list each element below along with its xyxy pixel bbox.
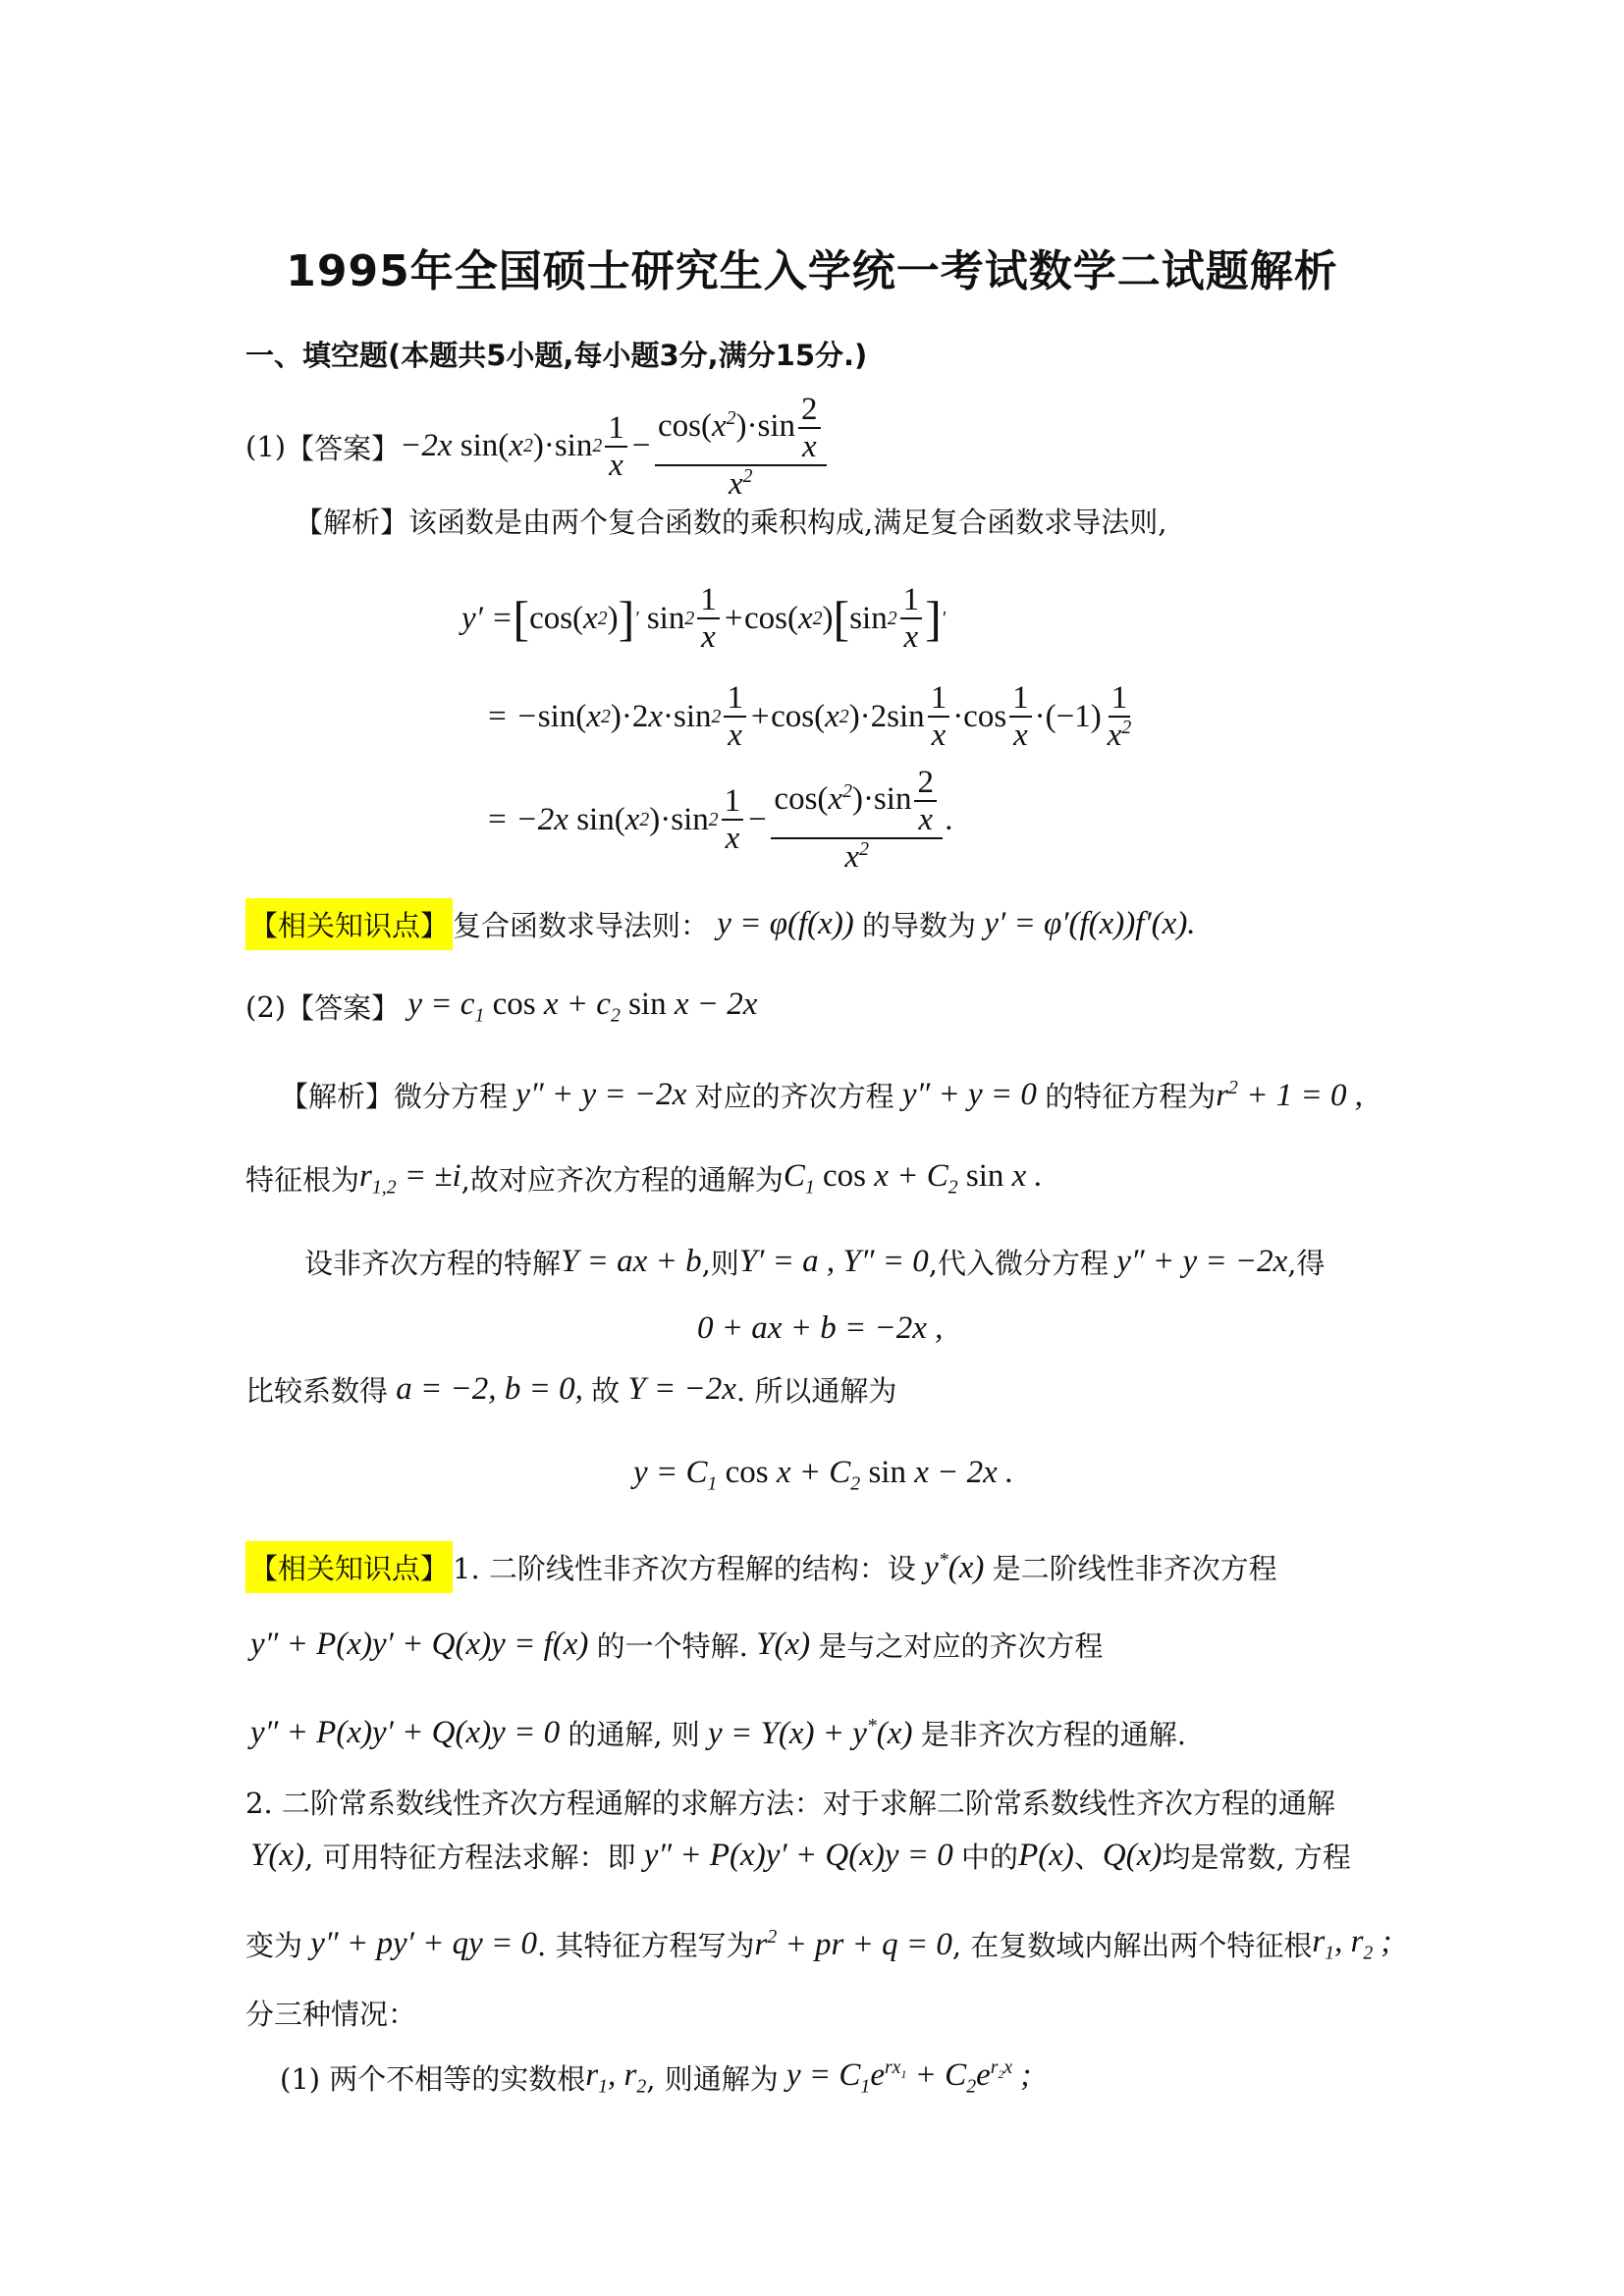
knowledge-text: 复合函数求导法则： [453, 909, 710, 942]
text: . 所以通解为 [735, 1374, 897, 1408]
text: ,代入微分方程 [928, 1247, 1110, 1280]
formula: a = −2, b = 0, [396, 1371, 592, 1407]
derivation-line-2: = − sin( x 2 )·2 x ·sin 2 $\frac{1}{x}$ + cos( x 2 )·2sin $\frac{1}{x}$ ·cos $\frac{1}{x}$ ·(−1) $\frac{1}{x^2}$ [486, 679, 1132, 753]
text: 的通解, 则 [568, 1718, 700, 1751]
text: 、 [1073, 1841, 1103, 1874]
answer-tag: 【答案】 [286, 991, 401, 1026]
formula: P(x) [1018, 1838, 1074, 1873]
formula: Q(x) [1102, 1838, 1163, 1873]
formula: $r_{1,2} = \pm i$ [359, 1158, 461, 1199]
text: 的特征方程为 [1045, 1080, 1217, 1113]
formula: y″ + y = 0 [901, 1077, 1046, 1112]
formula: y″ + y = −2x [515, 1077, 687, 1112]
text: 设非齐次方程的特解 [304, 1247, 562, 1280]
text: ,故对应齐次方程的通解为 [460, 1163, 784, 1198]
q1-answer-formula: −2 x sin( x 2 )·sin 2 $\frac{1}{x}$ − $\cos(x^2)\cdot\sin$ $\frac{2}{x}$ $x^2$ [400, 392, 829, 503]
formula: $y = C_1e^{rx_1} + C_2e^{r_2x}$ ; [785, 2056, 1032, 2098]
text: . 其特征方程写为 [537, 1929, 755, 1963]
text: 对应的齐次方程 [694, 1080, 894, 1113]
section-heading: 一、填空题(本题共5小题,每小题3分,满分15分.) [245, 339, 868, 372]
derivation-line-3: = −2 x sin( x 2 )·sin 2 $\frac{1}{x}$ − $\cos(x^2)\cdot\sin$ $\frac{2}{x}$ $x^2$ . [486, 764, 954, 876]
text: 中的 [961, 1841, 1019, 1874]
q1-knowledge [245, 898, 1196, 950]
q1-number: (1) [245, 430, 287, 463]
formula: y = Y(x) + y*(x) [708, 1714, 921, 1751]
q2-knowledge-line-8 [280, 2056, 1031, 2099]
text: 1. 二阶线性非齐次方程解的结构：设 [453, 1552, 916, 1585]
formula: y″ + P(x)y′ + Q(x)y = f(x) [250, 1627, 597, 1662]
formula: $r^2$ + pr + q = 0 [754, 1925, 952, 1962]
analysis-text: 该函数是由两个复合函数的乘积构成,满足复合函数求导法则, [408, 506, 1167, 539]
text: , 则通解为 [646, 2061, 779, 2096]
q2-analysis-line-1 [280, 1075, 1363, 1115]
q2-analysis-line-2 [245, 1158, 1043, 1200]
formula: $r_1$, $r_2$ [585, 2056, 647, 2098]
page-title: 1995年全国硕士研究生入学统一考试数学二试题解析 [286, 246, 1338, 296]
q2-general-solution: $y = C_1$ $\cos x + C_2$ sin x − 2x . [633, 1455, 1014, 1495]
formula: y″ + P(x)y′ + Q(x)y = 0 [250, 1715, 568, 1750]
text: 的一个特解. [596, 1629, 748, 1663]
q2-equation-1: 0 + ax + b = −2x , [697, 1310, 944, 1346]
answer-tag: 【答案】 [286, 431, 401, 465]
text: 特征根为 [245, 1163, 360, 1198]
text: 是二阶线性非齐次方程 [992, 1552, 1277, 1585]
knowledge-mid: 的导数为 [862, 909, 977, 942]
text: 是非齐次方程的通解. [920, 1718, 1186, 1751]
q2-knowledge-line-1 [245, 1541, 1277, 1593]
formula: y″ + y = −2x [1116, 1244, 1288, 1279]
q2-analysis-line-3 [304, 1242, 1326, 1282]
text: 是与之对应的齐次方程 [818, 1629, 1104, 1663]
text: , 在复数域内解出两个特征根 [951, 1929, 1313, 1963]
q1-answer [245, 388, 830, 506]
formula: y″ + P(x)y′ + Q(x)y = 0 [643, 1838, 962, 1873]
analysis-tag: 【解析】 [280, 1080, 395, 1113]
text: 故 [591, 1374, 621, 1408]
q2-number: (2) [245, 989, 287, 1024]
q2-knowledge-line-4: 2. 二阶常系数线性齐次方程通解的求解方法：对于求解二阶常系数线性齐次方程的通解 [245, 1787, 1335, 1820]
q2-knowledge-line-5 [250, 1836, 1351, 1876]
formula: $C_1$ $\cos x + C_2$ sin x . [783, 1158, 1043, 1199]
text: , 可用特征方程法求解：即 [304, 1841, 636, 1874]
formula: y″ + py′ + qy = 0 [310, 1926, 538, 1962]
formula: Y = −2x [627, 1371, 736, 1407]
q1-analysis [295, 501, 1166, 541]
text: ,则 [701, 1247, 739, 1280]
q2-knowledge-line-7: 分三种情况： [245, 1998, 417, 2031]
q2-knowledge-line-6 [245, 1924, 1392, 1965]
formula: Y(x) [250, 1838, 305, 1873]
knowledge-tag: 【相关知识点】 [245, 1541, 453, 1593]
q2-answer-formula: $y = c_1$ $\cos x + c_2$ sin x − 2x [407, 987, 758, 1027]
q2-knowledge-line-2 [250, 1625, 1103, 1665]
formula: $r_1$, $r_2$ ; [1312, 1924, 1392, 1964]
text: 微分方程 [394, 1080, 509, 1113]
formula: Y = ax + b [561, 1244, 702, 1279]
text: 变为 [245, 1929, 303, 1963]
text: 均是常数, 方程 [1162, 1841, 1351, 1874]
text: ,得 [1287, 1247, 1326, 1280]
knowledge-formula-b: y′ = φ′(f(x))f′(x). [984, 906, 1196, 941]
q2-knowledge-line-3 [250, 1713, 1186, 1753]
formula: Y(x) [756, 1627, 819, 1662]
formula: $r^2 + 1 = 0$ , [1216, 1076, 1363, 1113]
derivation-line-1: y ′ = [ cos( x 2 ) ] ′ sin 2 $\frac{1}{x}$ + cos( x 2 ) [ sin 2 $\frac{1}{x}$ ] ′ [461, 581, 947, 655]
formula: y*(x) [924, 1548, 993, 1585]
text: (1) 两个不相等的实数根 [280, 2061, 586, 2096]
text: 比较系数得 [245, 1374, 389, 1408]
formula: Y′ = a , Y″ = 0 [738, 1244, 929, 1279]
knowledge-formula-a: y = φ(f(x)) [717, 906, 863, 941]
analysis-tag: 【解析】 [295, 506, 409, 539]
q2-analysis-line-4 [245, 1369, 896, 1410]
q2-answer [245, 987, 757, 1028]
knowledge-tag: 【相关知识点】 [245, 898, 453, 950]
